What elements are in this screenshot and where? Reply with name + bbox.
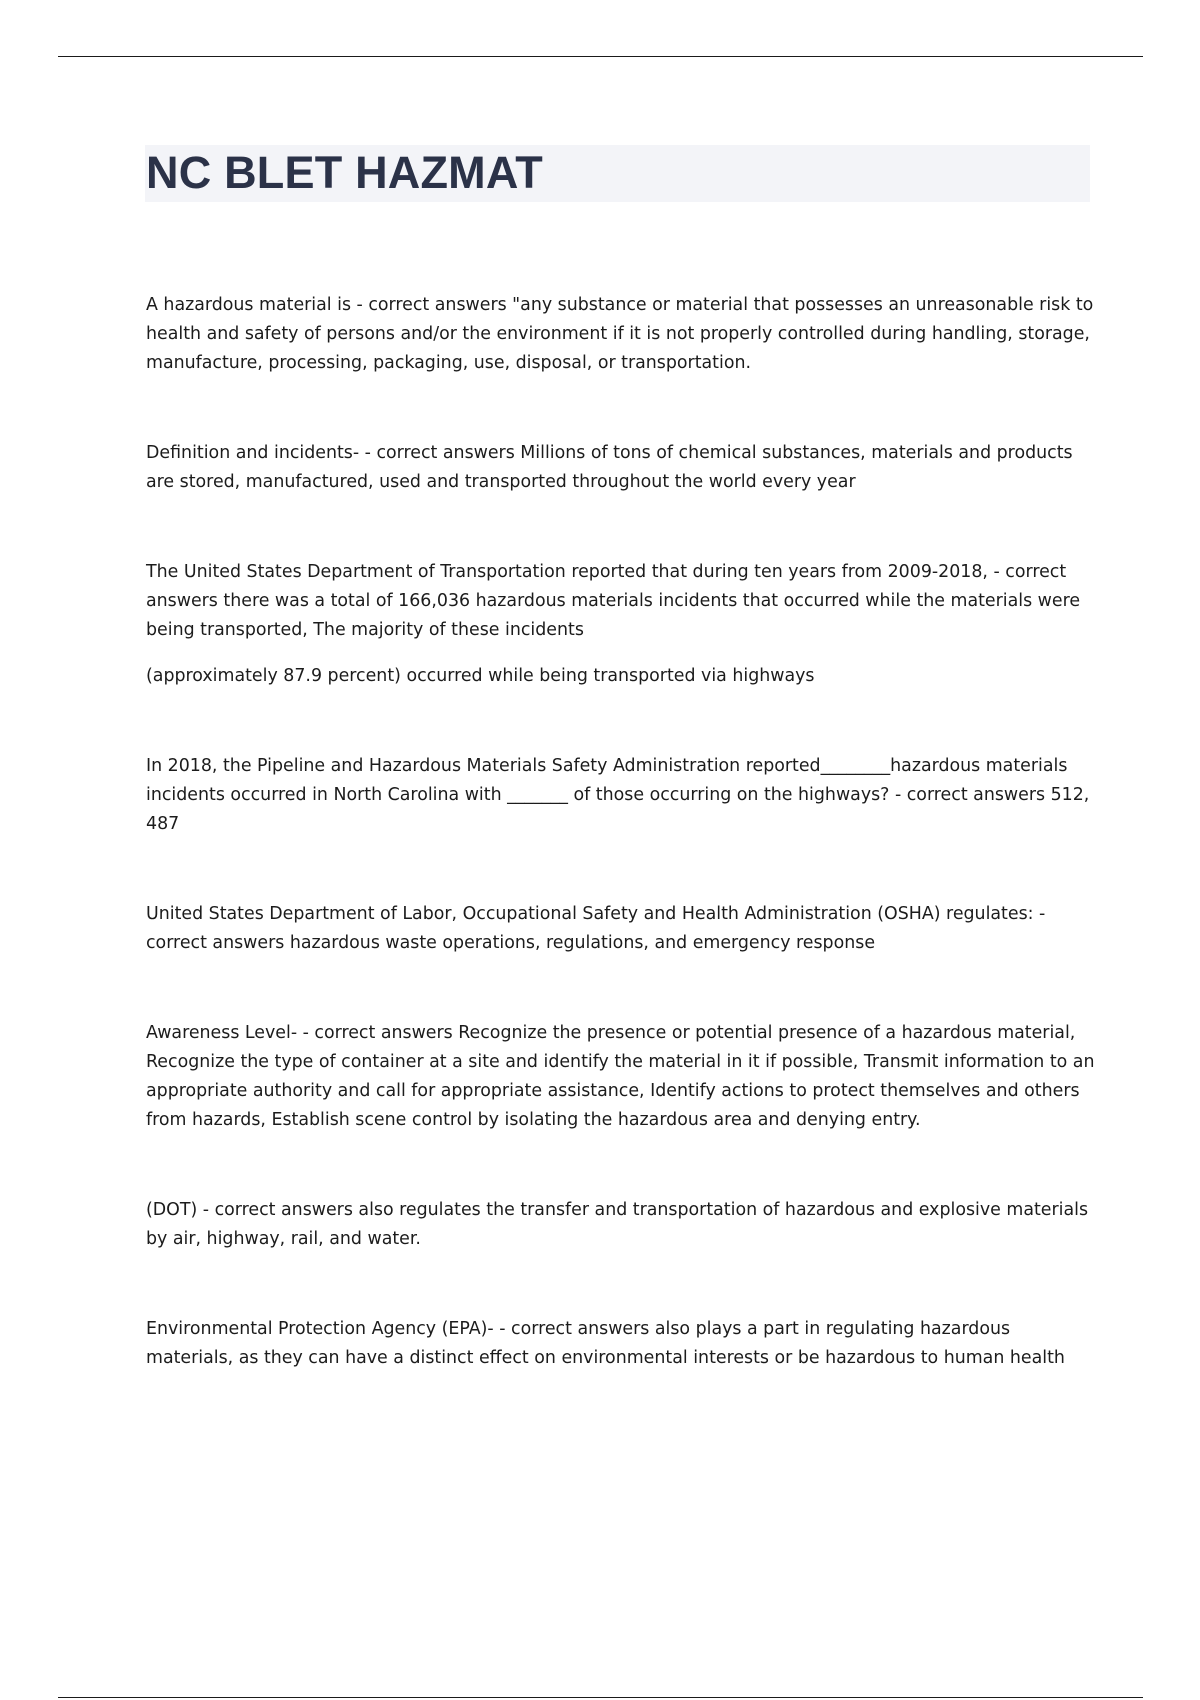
entry-text: In 2018, the Pipeline and Hazardous Materials Safety Administration reported________hazardous materials incidents occurred in North Carolina with _______ of those occurring on the highways? - correct answers 512, 487 bbox=[146, 756, 1090, 834]
qa-entry-epa bbox=[146, 1315, 1096, 1373]
qa-entry-phmsa-2018 bbox=[146, 752, 1096, 839]
entry-text: (DOT) - correct answers also regulates the transfer and transportation of hazardous and explosive materials by air, highway, rail, and water. bbox=[146, 1200, 1089, 1249]
entry-text: A hazardous material is - correct answers "any substance or material that possesses an unreasonable risk to health and safety of persons and/or the environment if it is not properly controlled during handling, storage, manufacture, processing, packaging, use, disposal, or transportation. bbox=[146, 295, 1094, 373]
qa-entry-dot bbox=[146, 1196, 1096, 1254]
document-title: NC BLET HAZMAT bbox=[146, 147, 543, 198]
entry-text: Environmental Protection Agency (EPA)- - correct answers also plays a part in regulating hazardous materials, as they can have a distinct effect on environmental interests or be hazardous to human health bbox=[146, 1319, 1065, 1368]
entry-text: Awareness Level- - correct answers Recognize the presence or potential presence of a hazardous material, Recognize the type of container at a site and identify the material in it if possible, Transmit information to an appropriate authority and call for appropriate assistance, Identify actions to protect themselves and others from hazards, Establish scene control by isolating the hazardous area and denying entry. bbox=[146, 1023, 1095, 1130]
qa-entry-dot-report bbox=[146, 558, 1096, 691]
page-top-rule bbox=[58, 56, 1143, 57]
qa-entry-definition-incidents bbox=[146, 439, 1096, 497]
qa-entry-hazardous-material bbox=[146, 291, 1096, 378]
entry-text: United States Department of Labor, Occupational Safety and Health Administration (OSHA) regulates: - correct answers hazardous waste operations, regulations, and emergency response bbox=[146, 904, 1046, 953]
page-bottom-rule bbox=[58, 1697, 1143, 1698]
qa-entry-awareness-level bbox=[146, 1019, 1096, 1135]
qa-entry-osha bbox=[146, 900, 1096, 958]
document-body bbox=[146, 291, 1096, 1373]
entry-text: Definition and incidents- - correct answers Millions of tons of chemical substances, materials and products are stored, manufactured, used and transported throughout the world every year bbox=[146, 443, 1073, 492]
entry-text: The United States Department of Transportation reported that during ten years from 2009-2018, - correct answers there was a total of 166,036 hazardous materials incidents that occurred while the materials were being transported, The majority of these incidents bbox=[146, 562, 1081, 640]
entry-continuation: (approximately 87.9 percent) occurred while being transported via highways bbox=[146, 666, 815, 686]
